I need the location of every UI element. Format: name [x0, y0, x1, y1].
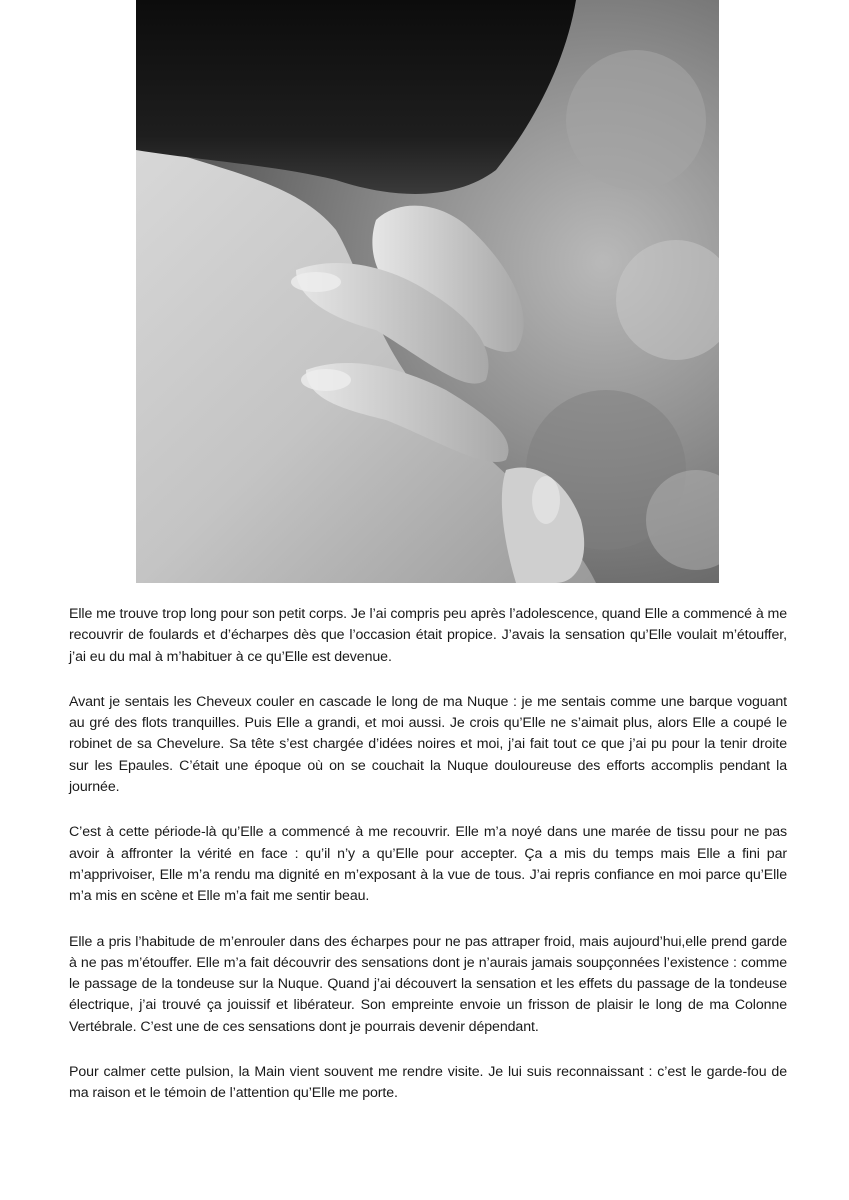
paragraph: Avant je sentais les Cheveux couler en cascade le long de ma Nuque : je me sentais comme une barque voguant au gré des flots tranquilles. Puis Elle a grandi, et moi aussi. Je crois qu’Elle ne s’aimait plus, alors Elle a coupé le robinet de sa Chevelure. Sa tête s’est chargée d’idées noires et moi, j’ai fait tout ce que j’ai pu pour la tenir droite sur les Epaules. C’était une époque où on se couchait la Nuque douloureuse des efforts accomplis pendant la journée.: [69, 693, 787, 796]
photo-illustration: [136, 0, 719, 583]
paragraph: Elle a pris l’habitude de m’enrouler dans des écharpes pour ne pas attraper froid, mais aujourd’hui,elle prend garde à ne pas m’étouffer. Elle m’a fait découvrir des sensations dont je n’aurais jamais soupçonnées l’existence : comme le passage de la tondeuse sur la Nuque. Quand j’ai découvert la sensation et les effets du passage de la tondeuse électrique, j’ai trouvé ça jouissif et libérateur. Son empreinte envoie un frisson de plaisir le long de ma Colonne Vertébrale. C’est une de ces sensations dont je pourrais devenir dépendant.: [69, 933, 787, 1035]
paragraph: Elle me trouve trop long pour son petit corps. Je l’ai compris peu après l’adolescence, quand Elle a commencé à me recouvrir de foulards et d’écharpes dès que l’occasion était propice. J’avais la sensation qu’Elle voulait m’étouffer, j’ai eu du mal à m’habituer à ce qu’Elle est devenue.: [69, 606, 787, 665]
paragraph: C’est à cette période-là qu’Elle a commencé à me recouvrir. Elle m’a noyé dans une marée de tissu pour ne pas avoir à affronter la vérité en face : qu’il n’y a qu’Elle pour accepter. Ça a mis du temps mais Elle a fini par m’apprivoiser, Elle m’a rendu ma dignité en m’exposant à la vue de tous. J’ai repris confiance en moi parce qu’Elle m’a mis en scène et Elle m’a fait me sentir beau.: [69, 824, 787, 905]
neck-hand-photo: [136, 0, 719, 583]
body-text: [69, 604, 787, 1129]
paragraph: Pour calmer cette pulsion, la Main vient souvent me rendre visite. Je lui suis reconnaissant : c’est le garde-fou de ma raison et le témoin de l’attention qu’Elle me porte.: [69, 1064, 787, 1102]
